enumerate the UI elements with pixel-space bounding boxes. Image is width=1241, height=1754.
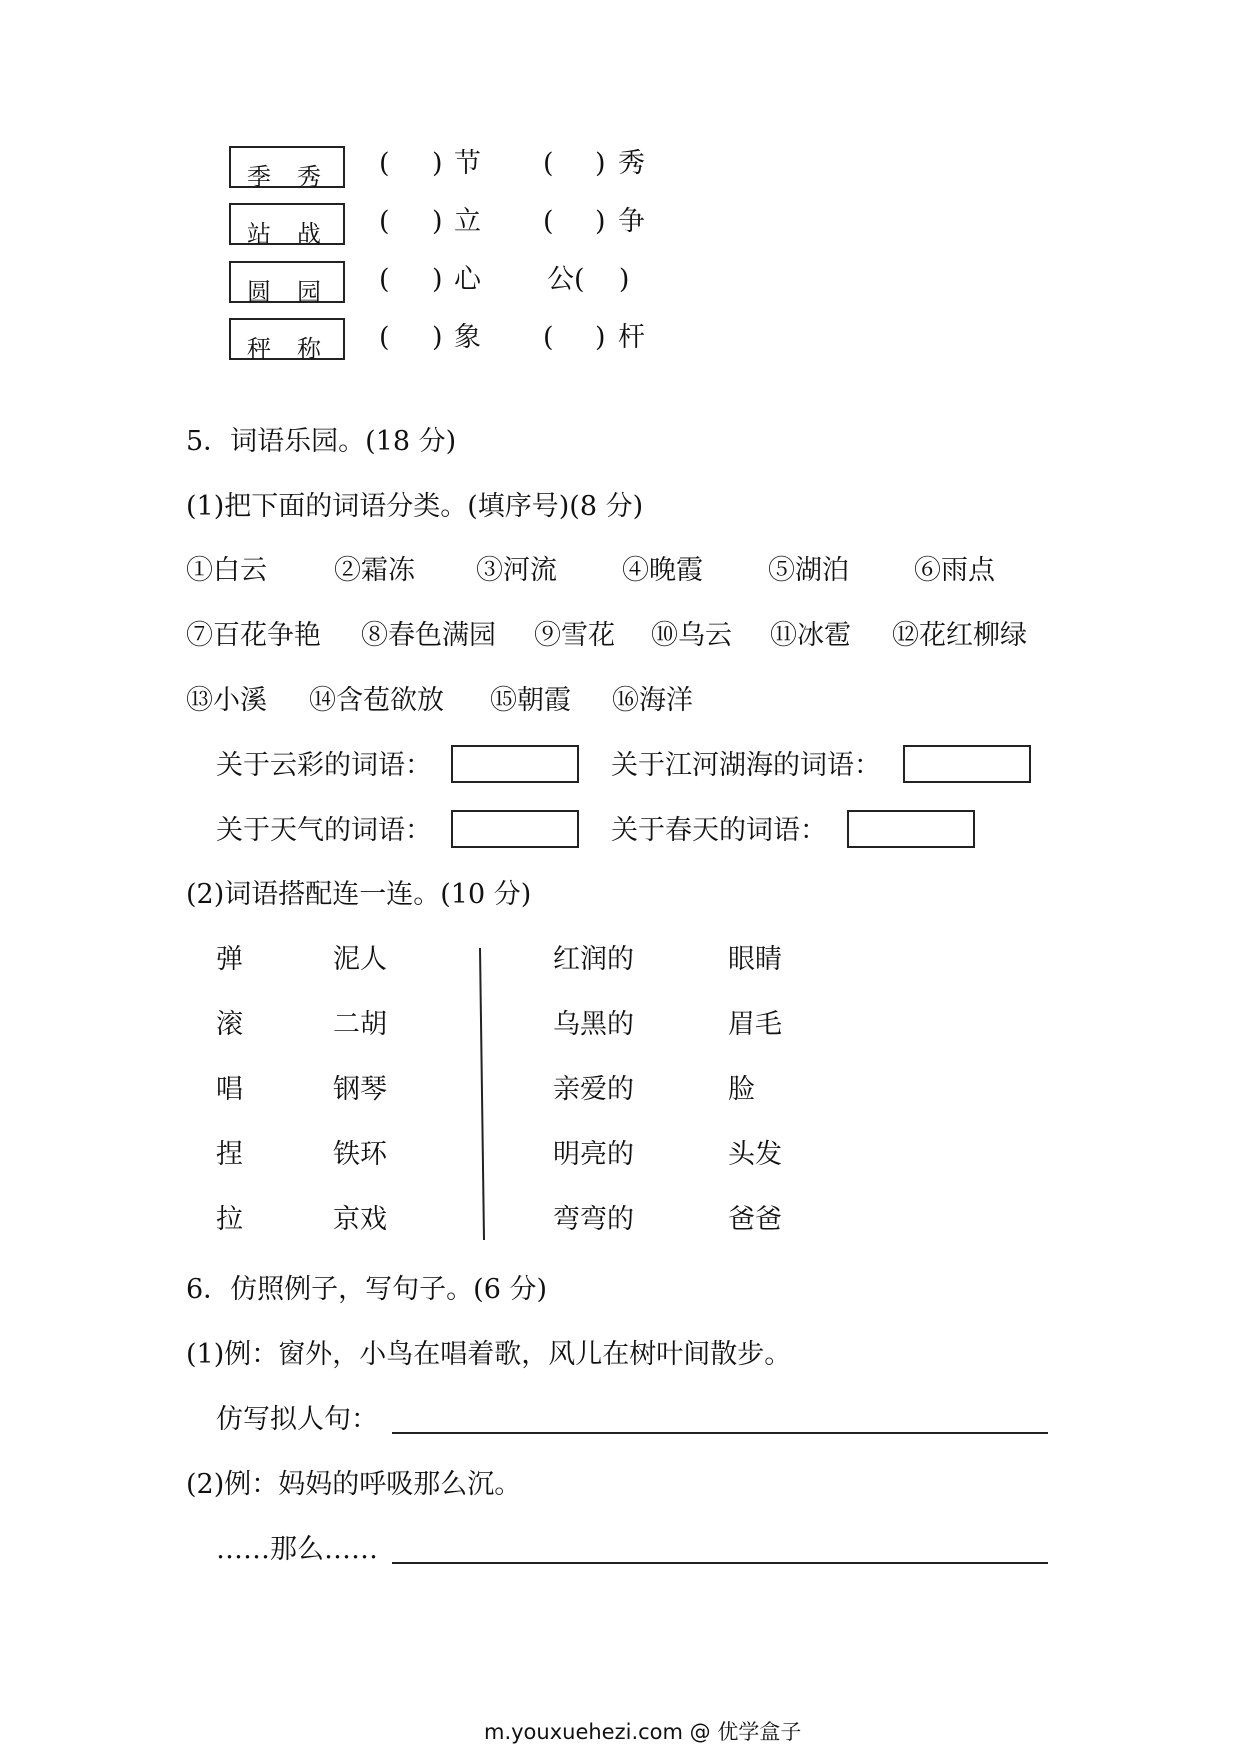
word-item: ⑯海洋 (612, 685, 693, 716)
match-adjective: 亲爱的 (553, 1074, 634, 1105)
category-answer-box[interactable] (451, 745, 579, 783)
footer-watermark: m.youxuehezi.com @ 优学盒子 (484, 1720, 802, 1744)
q6-prompt-1: 仿写拟人句： (216, 1404, 378, 1435)
blank-char: 立 (454, 206, 481, 237)
match-adjective: 明亮的 (553, 1139, 634, 1170)
q6-prompt-2: ……那么…… (216, 1534, 378, 1565)
q5-title: 5．词语乐园。(18 分) (186, 426, 457, 457)
pair-char-b: 秀 (297, 163, 321, 191)
match-object: 泥人 (333, 944, 387, 975)
char-pair-box (229, 318, 345, 363)
match-noun: 头发 (728, 1139, 782, 1170)
answer-line[interactable] (392, 1432, 1048, 1434)
category-label-clouds: 关于云彩的词语： (216, 750, 432, 781)
q6-example-1: (1)例：窗外，小鸟在唱着歌，风儿在树叶间散步。 (186, 1339, 792, 1370)
blank-char: 秀 (618, 148, 645, 179)
match-adjective: 红润的 (553, 944, 634, 975)
category-answer-box[interactable] (451, 810, 579, 848)
match-noun: 眉毛 (728, 1009, 782, 1040)
category-label-weather: 关于天气的词语： (216, 815, 432, 846)
word-item: ③河流 (476, 555, 557, 586)
blank-close: ) (432, 264, 443, 295)
match-adjective: 乌黑的 (553, 1009, 634, 1040)
word-item: ⑪冰雹 (770, 620, 851, 651)
blank-char: 节 (454, 148, 481, 179)
blank-open: ( (543, 206, 554, 237)
pair-char-a: 季 (247, 163, 271, 191)
blank-char: 争 (618, 206, 645, 237)
category-answer-box[interactable] (847, 810, 975, 848)
blank-close: ) (432, 206, 443, 237)
word-item: ⑦百花争艳 (186, 620, 321, 651)
word-item: ⑩乌云 (651, 620, 732, 651)
word-item: ⑧春色满园 (361, 620, 496, 651)
word-item: ④晚霞 (622, 555, 703, 586)
blank-open: ( (379, 264, 390, 295)
blank-close: ) (595, 206, 606, 237)
match-verb: 滚 (216, 1009, 243, 1040)
char-pair-box (229, 203, 345, 248)
pair-char-a: 站 (247, 220, 271, 248)
word-item: ⑭含苞欲放 (309, 685, 444, 716)
match-noun: 眼睛 (728, 944, 782, 975)
divider-line (470, 948, 490, 1244)
word-item: ②霜冻 (334, 555, 415, 586)
match-verb: 拉 (216, 1204, 243, 1235)
blank-close: ) (595, 322, 606, 353)
blank-close: ) (432, 322, 443, 353)
category-answer-box[interactable] (903, 745, 1031, 783)
blank-phrase: 公( ) (547, 264, 630, 295)
char-pair-box (229, 146, 345, 191)
pair-char-b: 园 (297, 278, 321, 306)
blank-char: 杆 (618, 322, 645, 353)
word-item: ⑫花红柳绿 (892, 620, 1027, 651)
blank-char: 象 (454, 322, 481, 353)
q5-part2-title: (2)词语搭配连一连。(10 分) (186, 879, 532, 910)
blank-open: ( (543, 322, 554, 353)
match-object: 京戏 (333, 1204, 387, 1235)
pair-char-a: 秤 (247, 335, 271, 363)
q5-part1-title: (1)把下面的词语分类。(填序号)(8 分) (186, 491, 644, 522)
word-item: ①白云 (186, 555, 267, 586)
blank-close: ) (432, 148, 443, 179)
word-item: ⑨雪花 (534, 620, 615, 651)
match-verb: 捏 (216, 1139, 243, 1170)
word-item: ⑬小溪 (186, 685, 267, 716)
match-noun: 脸 (728, 1074, 755, 1105)
match-object: 二胡 (333, 1009, 387, 1040)
category-label-spring: 关于春天的词语： (611, 815, 827, 846)
match-object: 铁环 (333, 1139, 387, 1170)
match-verb: 弹 (216, 944, 243, 975)
pair-char-a: 圆 (247, 278, 271, 306)
q6-example-2: (2)例：妈妈的呼吸那么沉。 (186, 1469, 522, 1500)
answer-line[interactable] (392, 1562, 1048, 1564)
word-item: ⑤湖泊 (768, 555, 849, 586)
pair-char-b: 战 (297, 220, 321, 248)
blank-close: ) (595, 148, 606, 179)
blank-char: 心 (454, 264, 481, 295)
char-pair-box (229, 261, 345, 306)
match-object: 钢琴 (333, 1074, 387, 1105)
blank-open: ( (379, 322, 390, 353)
blank-open: ( (379, 148, 390, 179)
match-noun: 爸爸 (728, 1204, 782, 1235)
category-label-waters: 关于江河湖海的词语： (611, 750, 881, 781)
q6-title: 6．仿照例子，写句子。(6 分) (186, 1274, 548, 1305)
blank-open: ( (379, 206, 390, 237)
pair-char-b: 称 (297, 335, 321, 363)
match-adjective: 弯弯的 (553, 1204, 634, 1235)
match-verb: 唱 (216, 1074, 243, 1105)
word-item: ⑥雨点 (914, 555, 995, 586)
blank-open: ( (543, 148, 554, 179)
word-item: ⑮朝霞 (490, 685, 571, 716)
